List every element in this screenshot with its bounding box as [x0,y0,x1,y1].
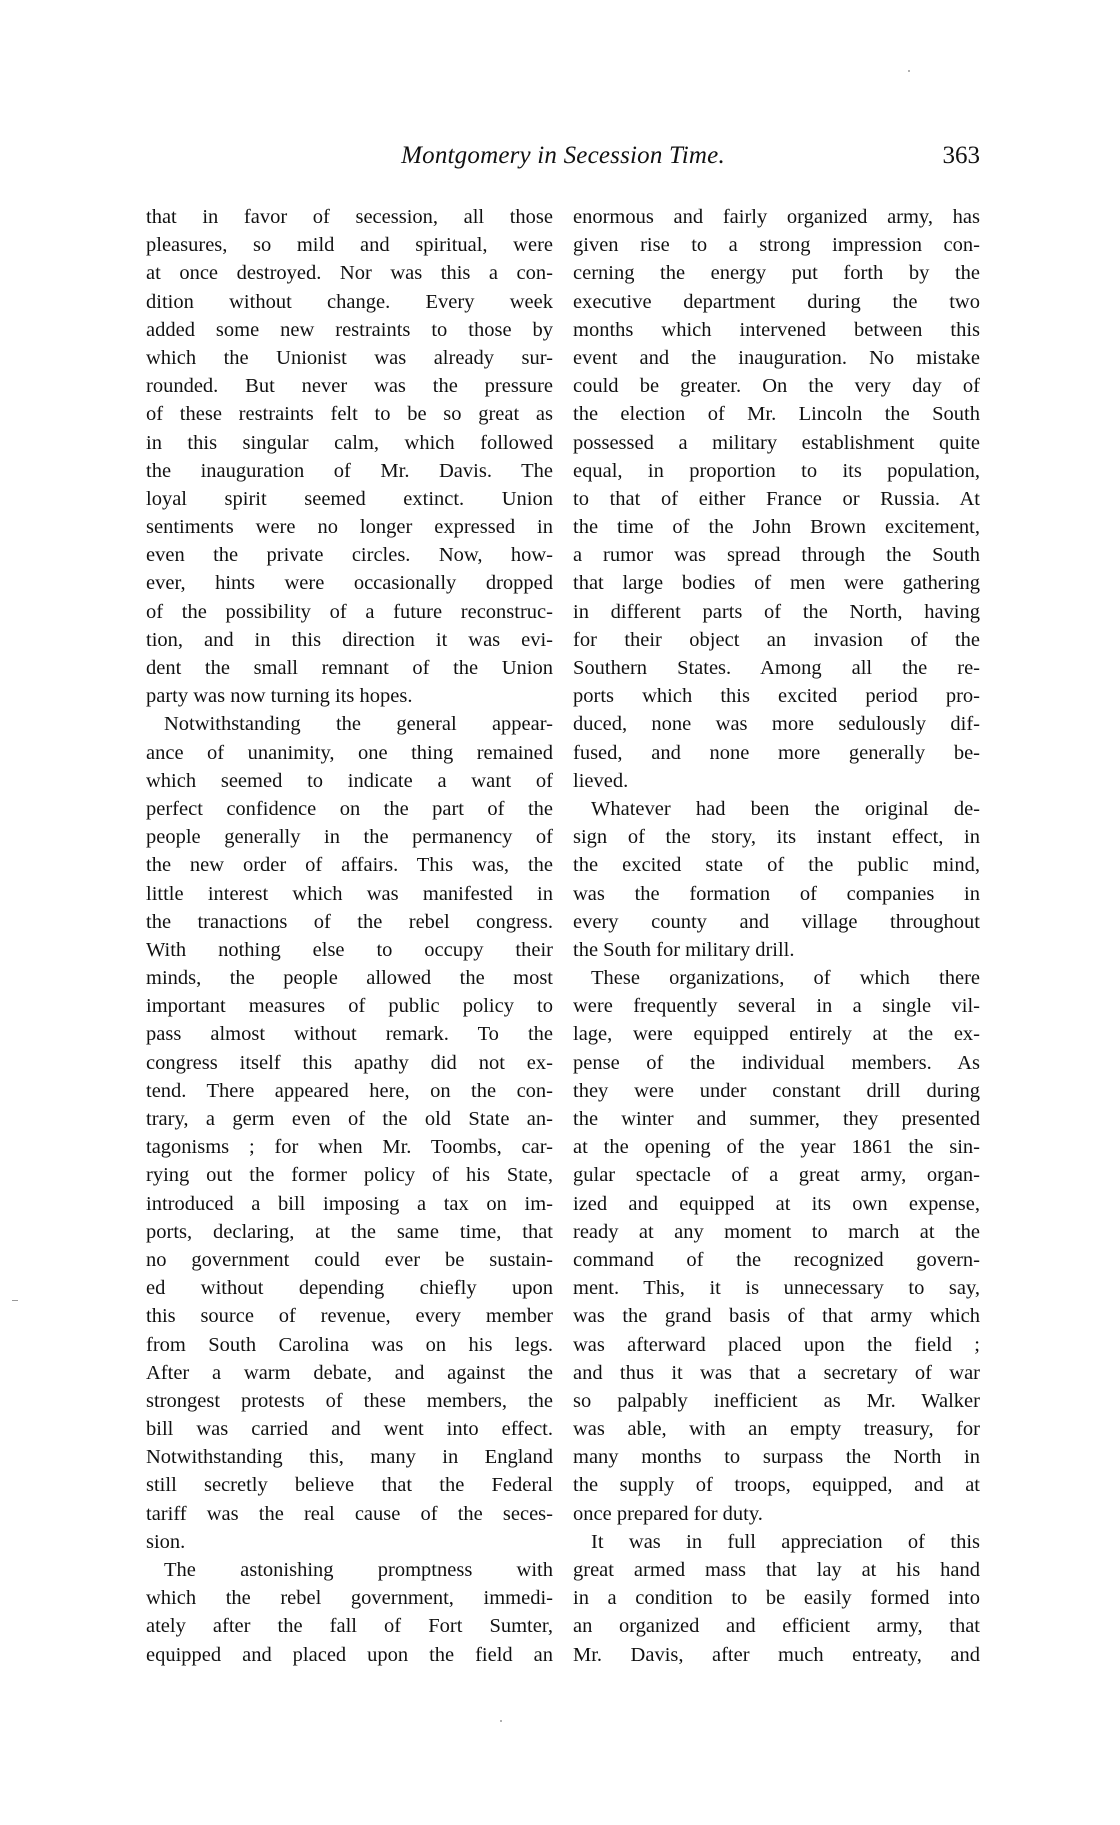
text-line: sion. [146,1530,186,1553]
text-line: once prepared for duty. [573,1502,763,1525]
text-line: introduced a bill imposing a tax on im- [146,1192,553,1215]
text-line: people generally in the permanency of [146,826,553,849]
text-line: sentiments were no longer expressed in [146,516,553,539]
text-line: congress itself this apathy did not ex- [146,1051,553,1074]
text-line: could be greater. On the very day of [573,375,980,398]
text-line: still secretly believe that the Federal [146,1474,553,1497]
text-line: in a condition to be easily formed into [573,1587,980,1610]
text-line: lage, were equipped entirely at the ex- [573,1023,980,1046]
text-line: the new order of affairs. This was, the [146,854,553,877]
text-line: perfect confidence on the part of the [146,797,553,820]
text-line: the excited state of the public mind, [573,854,980,877]
text-line: little interest which was manifested in [146,882,553,905]
text-line: The astonishing promptness with [164,1559,553,1581]
text-line: was the grand basis of that army which [573,1305,980,1328]
text-line: duced, none was more sedulously dif- [573,713,980,736]
text-line: in this singular calm, which followed [146,431,553,454]
text-line: equipped and placed upon the field an [146,1643,553,1666]
text-line: party was now turning its hopes. [146,685,413,708]
text-line: dent the small remnant of the Union [146,657,553,679]
text-line: ized and equipped at its own expense, [573,1192,980,1215]
text-line: ately after the fall of Fort Sumter, [146,1615,553,1638]
text-line: this source of revenue, every member [146,1305,553,1328]
text-line: ready at any moment to march at the [573,1220,980,1243]
text-line: the time of the John Brown excitement, [573,516,980,539]
text-line: These organizations, of which there [591,967,980,990]
text-line: which seemed to indicate a want of [146,769,553,792]
text-line: pass almost without remark. To the [146,1023,553,1046]
text-line: for their object an invasion of the [573,628,980,651]
text-line: tariff was the real cause of the seces- [146,1502,553,1525]
page-number: 363 [942,142,980,169]
text-line: sign of the story, its instant effect, in [573,826,980,849]
text-line: Notwithstanding this, many in England [146,1446,553,1469]
text-line: Southern States. Among all the re- [573,657,980,679]
text-line: given rise to a strong impression con- [573,234,980,257]
text-line: the winter and summer, they presented [573,1108,980,1130]
text-line: pleasures, so mild and spiritual, were [146,234,553,257]
text-line: ever, hints were occasionally dropped [146,572,553,595]
text-line: bill was carried and went into effect. [146,1418,553,1441]
text-line: cerning the energy put forth by the [573,262,980,285]
text-line: ed without depending chiefly upon [146,1277,553,1300]
text-line: fused, and none more generally be- [573,741,980,764]
text-line: an organized and efficient army, that [573,1615,980,1638]
scan-speck [908,70,910,72]
text-line: equal, in proportion to its population, [573,459,980,482]
right-text-column [573,203,980,1669]
text-line: was able, with an empty treasury, for [573,1418,980,1441]
text-line: command of the recognized govern- [573,1248,980,1271]
text-line: the election of Mr. Lincoln the South [573,403,980,426]
text-line: tend. There appeared here, on the con- [146,1079,553,1102]
text-line: trary, a germ even of the old State an- [146,1108,553,1130]
text-line: to that of either France or Russia. At [573,487,980,510]
text-line: executive department during the two [573,290,980,313]
text-line: that large bodies of men were gathering [573,572,980,595]
text-line: the supply of troops, equipped, and at [573,1474,980,1497]
running-header [146,142,980,176]
text-line: ports which this excited period pro- [573,685,980,708]
text-line: loyal spirit seemed extinct. Union [146,487,553,510]
text-line: ance of unanimity, one thing remained [146,741,553,764]
text-line: in different parts of the North, having [573,600,980,623]
text-line: possessed a military establishment quite [573,431,980,454]
text-line: so palpably inefficient as Mr. Walker [573,1389,980,1412]
text-line: Mr. Davis, after much entreaty, and [573,1643,980,1666]
text-line: and thus it was that a secretary of war [573,1361,980,1384]
text-line: the tranactions of the rebel congress. [146,910,553,933]
text-line: added some new restraints to those by [146,318,553,341]
text-line: event and the inauguration. No mistake [573,346,980,369]
text-line: rying out the former policy of his State, [146,1164,553,1187]
text-line: minds, the people allowed the most [146,967,553,990]
text-line: important measures of public policy to [146,995,553,1018]
text-line: many months to surpass the North in [573,1446,980,1469]
text-line: great armed mass that lay at his hand [573,1559,980,1581]
text-line: they were under constant drill during [573,1079,980,1102]
text-line: of these restraints felt to be so great as [146,403,553,426]
scan-speck [12,1300,18,1301]
text-line: dition without change. Every week [146,290,553,313]
text-line: rounded. But never was the pressure [146,375,553,398]
text-line: which the rebel government, immedi- [146,1587,553,1610]
text-line: which the Unionist was already sur- [146,346,553,369]
text-line: lieved. [573,769,629,792]
text-line: of the possibility of a future reconstruc- [146,600,553,623]
text-line: were frequently several in a single vil- [573,995,980,1018]
text-line: the South for military drill. [573,938,795,961]
text-line: months which intervened between this [573,318,980,341]
text-line: strongest protests of these members, the [146,1389,553,1412]
text-line: After a warm debate, and against the [146,1361,553,1384]
text-line: was afterward placed upon the field ; [573,1333,980,1356]
text-line: It was in full appreciation of this [591,1530,980,1553]
left-text-column [146,203,553,1669]
text-line: at once destroyed. Nor was this a con- [146,262,553,285]
text-line: ment. This, it is unnecessary to say, [573,1277,980,1300]
text-line: the inauguration of Mr. Davis. The [146,459,553,482]
text-line: from South Carolina was on his legs. [146,1333,553,1356]
text-line: With nothing else to occupy their [146,938,553,961]
text-line: Whatever had been the original de- [591,797,980,820]
text-line: tion, and in this direction it was evi- [146,628,553,651]
scan-speck [500,1720,502,1722]
text-line: pense of the individual members. As [573,1051,980,1074]
text-line: Notwithstanding the general appear- [164,713,553,736]
text-line: even the private circles. Now, how- [146,544,553,567]
text-line: that in favor of secession, all those [146,206,553,228]
text-line: was the formation of companies in [573,882,980,905]
text-line: gular spectacle of a great army, organ- [573,1164,980,1187]
text-line: every county and village throughout [573,910,980,933]
text-line: enormous and fairly organized army, has [573,206,980,228]
text-line: at the opening of the year 1861 the sin- [573,1136,980,1159]
running-title: Montgomery in Secession Time. [401,142,725,169]
text-line: ports, declaring, at the same time, that [146,1220,553,1243]
text-line: tagonisms ; for when Mr. Toombs, car- [146,1136,553,1159]
text-line: no government could ever be sustain- [146,1248,553,1271]
text-line: a rumor was spread through the South [573,544,980,567]
